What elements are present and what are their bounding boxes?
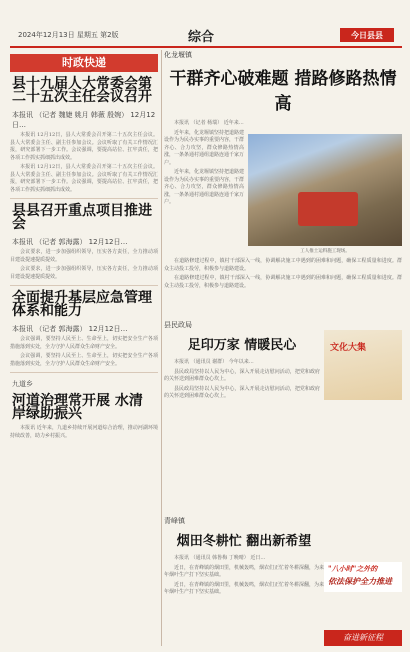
slogan-banner: 奋进新征程: [324, 630, 402, 646]
article-body: 本报讯 （通讯员 谢群） 今年以来… 县民政局坚持以人民为中心，深入开展走访慰问活动，把党和政府的关怀送到困难群众心坎上。 县民政局坚持以人民为中心，深入开展走访慰问活动，把党和政府的关怀送到困难群众心坎上。: [164, 359, 320, 399]
divider: [10, 198, 158, 199]
issue-date: 2024年12月13日 星期五 第2版: [18, 31, 119, 39]
article-headline[interactable]: 县县召开重点项目推进会: [12, 203, 152, 232]
town-label: 九道乡: [12, 380, 33, 388]
article-headline[interactable]: 烟田冬耕忙 翻出新希望: [176, 534, 312, 549]
article-byline: 本报讯 （记者 郭海露） 12月12日…: [12, 238, 128, 246]
article-body: 本报讯 12月12日，县人大常委会召开第二十五次主任会议。县人大常委会主任、副主任参加会议。会议听取了有关工作情况汇报，研究部署下一步工作。会议强调，要提高站位、扛牢责任，把各项工作抓实抓细抓出成效。 本报讯 12月12日，县人大常委会召开第二十五次主任会议。县人大常委会主任、副主任参加会议。会议听取了有关工作情况汇报，研究部署下一步工作。会议强调，要提高站位、扛牢责任，把各项工作抓实抓细抓出成效。: [10, 132, 158, 193]
article-byline: 本报讯 （记者 郭海露） 12月12日…: [12, 325, 128, 333]
photo-caption: 工人推土运料施工现场。: [300, 249, 350, 254]
article-headline[interactable]: 足印万家 情暖民心: [187, 338, 297, 353]
banner-text: "八小时"之外的: [328, 564, 378, 573]
article-body: 会议强调，要坚持人民至上、生命至上，切实把安全生产各项措施落到实处，全力守护人民群众生命财产安全。 会议强调，要坚持人民至上、生命至上，切实把安全生产各项措施落到实处，全力守护人民群众生命财产安全。: [10, 336, 158, 367]
town-label: 县民政局: [164, 321, 192, 329]
article-headline[interactable]: 全面提升基层应急管理体系和能力: [12, 290, 152, 319]
divider: [10, 372, 158, 373]
article-body: 本报讯 （通讯员 韩鲁梅 丁晚晴） 近日… 近日，在青峰镇的烟田里，机械轰鸣，烟农们正忙着冬耕深翻，为来年烟叶生产打下坚实基础。 近日，在青峰镇的烟田里，机械轰鸣，烟农们正忙着冬耕深翻，为来年烟叶生产打下坚实基础。: [164, 555, 325, 595]
left-column: [10, 50, 158, 646]
promo-banner: [324, 562, 402, 592]
article-body: 在道路修建过程中，镇村干部深入一线，协调解决施工中遇到的困难和问题，确保工程质量和进度。群众主动投工投劳，积极参与道路建设。 在道路修建过程中，镇村干部深入一线，协调解决施工中遇到的困难和问题，确保工程质量和进度。群众主动投工投劳，积极参与道路建设。: [164, 258, 402, 289]
column-divider: [161, 50, 162, 646]
article-body: 本报讯 （记者 杨瑞） 近年来… 近年来，化龙堰镇坚持把道路建设作为为民办实事的重要内容，干群齐心、合力攻坚，群众修路热情高涨，一条条通村通组道路连通千家万户。 近年来，化龙堰镇坚持把道路建设作为为民办实事的重要内容，干群齐心、合力攻坚，群众修路热情高涨，一条条通村通组道路连通千家万户。: [164, 120, 245, 205]
article-byline: 本报讯 （记者 魏婕 姚月 韩薇 殷婉） 12月12日…: [12, 111, 156, 129]
divider: [10, 285, 158, 286]
construction-photo: [248, 134, 402, 246]
photo-text: 文化大集: [330, 343, 367, 353]
news-brief-label: 时政快递: [10, 54, 158, 72]
culture-photo: [324, 330, 402, 400]
article-body: 会议要求，进一步加强组织领导，压实各方责任，全力推动项目建设提速提质提效。 会议要求，进一步加强组织领导，压实各方责任，全力推动项目建设提速提质提效。: [10, 249, 158, 280]
town-label: 化龙堰镇: [164, 51, 192, 59]
town-label: 青峰镇: [164, 517, 185, 525]
truck-icon: [298, 192, 358, 226]
banner-text: 依法保护全力推进: [328, 576, 392, 586]
article-body: 本报讯 近年来，九道乡持续开展河道综合治理，推动河湖环境持续改善，助力乡村振兴。: [10, 425, 158, 439]
page-header: [0, 0, 410, 46]
header-rule: [10, 46, 402, 48]
article-headline[interactable]: 河道治理常开展 水清岸绿助振兴: [12, 393, 143, 422]
section-title: 综合: [188, 30, 215, 45]
article-headline[interactable]: 干群齐心破难题 措路修路热情高: [169, 69, 397, 114]
article-headline[interactable]: 县十九届人大常委会第二十五次主任会议召开: [12, 76, 152, 105]
newspaper-logo: 今日县县: [340, 28, 394, 42]
right-column: [164, 50, 402, 646]
